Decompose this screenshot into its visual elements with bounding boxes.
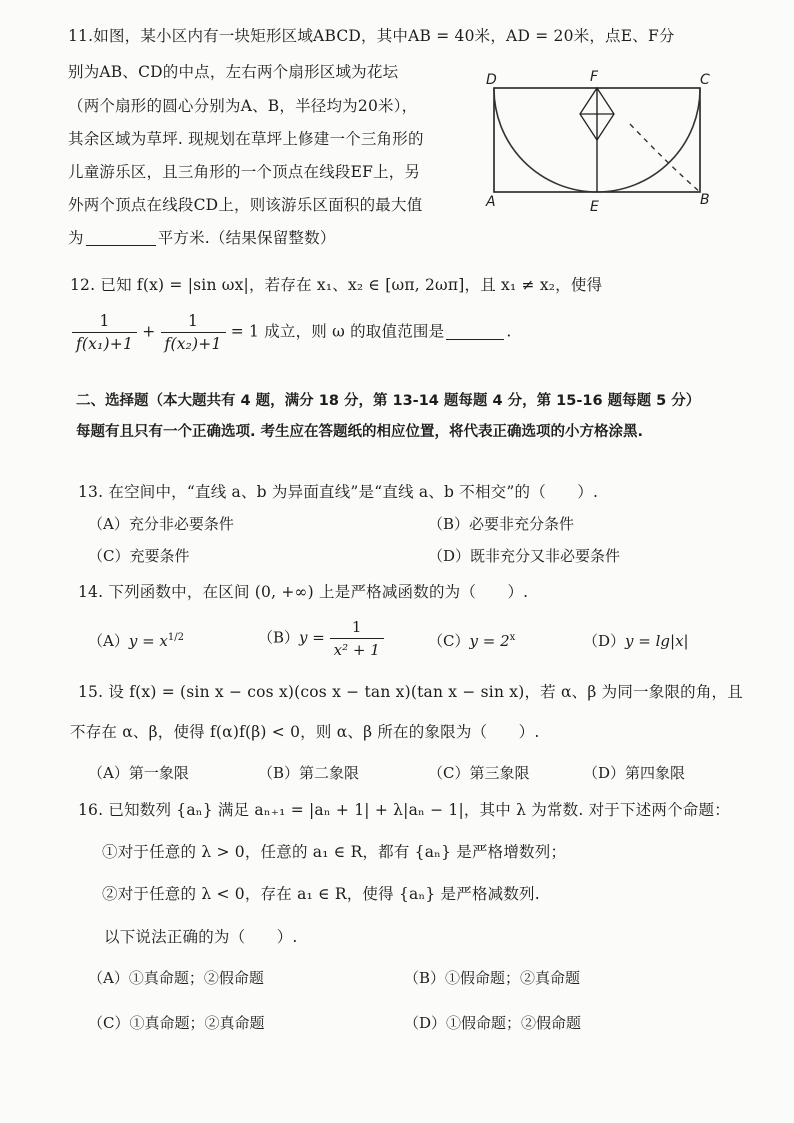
q13-option-b[interactable]: （B）必要非充分条件	[428, 515, 575, 533]
q15-option-a[interactable]: （A）第一象限	[88, 764, 189, 782]
q12-line-1: 12. 已知 f(x) = |sin ωx|，若存在 x₁、x₂ ∈ [ωπ, 2ωπ]，且 x₁ ≠ x₂，使得	[70, 276, 603, 294]
q14-stem: 14. 下列函数中，在区间 (0, +∞) 上是严格减函数的为（ ）.	[78, 583, 529, 601]
label-a: A	[486, 194, 496, 210]
q11-line-6: 外两个顶点在线段CD上，则该游乐区面积的最大值	[68, 196, 423, 214]
q11-figure	[480, 66, 720, 216]
q16-proposition-2: ②对于任意的 λ < 0，存在 a₁ ∈ R，使得 {aₙ} 是严格减数列.	[102, 885, 540, 903]
q14-option-b-fraction: $\frac{1}{\text{x² + 1}}$	[330, 618, 384, 659]
q16-option-d[interactable]: （D）①假命题；②假命题	[404, 1014, 582, 1032]
left-sector-arc	[494, 88, 597, 192]
q14-option-b[interactable]: （B）y = $\frac{1}{\text{x² + 1}}$	[258, 618, 384, 659]
q11-line-2: 别为AB、CD的中点，左右两个扇形区域为花坛	[68, 63, 399, 81]
q12-fraction-2: $\frac{1}{\text{f(x₂)+1}}$	[161, 312, 226, 353]
q16-option-c[interactable]: （C）①真命题；②真命题	[88, 1014, 265, 1032]
q15-option-d[interactable]: （D）第四象限	[583, 764, 686, 782]
q13-option-c[interactable]: （C）充要条件	[88, 547, 190, 565]
label-f: F	[590, 69, 599, 85]
label-b: B	[700, 192, 710, 208]
q12-eq-tail: = 1 成立，则 ω 的取值范围是	[230, 322, 445, 341]
q14-option-d[interactable]: （D）y = lg|x|	[583, 632, 689, 650]
section-2-header-line-2: 每题有且只有一个正确选项. 考生应在答题纸的相应位置，将代表正确选项的小方格涂黑.	[76, 424, 644, 440]
q14-option-a[interactable]: $(A)y = x^{1/2}$	[88, 632, 184, 650]
q14-option-c[interactable]: $(C)y = 2^x$	[428, 632, 516, 650]
q15-option-c[interactable]: （C）第三象限	[428, 764, 530, 782]
q11-line-4: 其余区域为草坪. 现规划在草坪上修建一个三角形的	[68, 130, 424, 148]
q16-proposition-1: ①对于任意的 λ > 0，任意的 a₁ ∈ R，都有 {aₙ} 是严格增数列；	[102, 843, 567, 861]
q11-line-3: （两个扇形的圆心分别为A、B，半径均为20米），	[68, 97, 418, 115]
q15-line-1: 15. 设 f(x) = (sin x − cos x)(cos x − tan x)(tan x − sin x)，若 α、β 为同一象限的角，且	[78, 683, 743, 701]
label-c: C	[700, 72, 710, 88]
q16-option-b[interactable]: （B）①假命题；②真命题	[404, 969, 581, 987]
q11-last-pre: 为	[68, 229, 84, 247]
q12-answer-blank[interactable]	[446, 325, 504, 340]
q11-line-7	[68, 226, 336, 248]
q11-line-1: 11.如图，某小区内有一块矩形区域ABCD，其中AB = 40米，AD = 20米，点E、F分	[68, 27, 675, 45]
q15-option-b[interactable]: （B）第二象限	[258, 764, 360, 782]
q16-line-1: 16. 已知数列 {aₙ} 满足 aₙ₊₁ = |aₙ + 1| + λ|aₙ − 1|，其中 λ 为常数. 对于下述两个命题：	[78, 801, 730, 819]
q11-last-post: 平方米.（结果保留整数）	[157, 229, 336, 247]
q16-option-a[interactable]: （A）①真命题；②假命题	[88, 969, 264, 987]
q13-option-d[interactable]: （D）既非充分又非必要条件	[428, 547, 621, 565]
q12-fraction-1: $\frac{1}{\text{f(x₁)+1}}$	[72, 312, 137, 353]
q13-stem: 13. 在空间中，“直线 a、b 为异面直线”是“直线 a、b 不相交”的（ ）.	[78, 483, 599, 501]
right-sector-arc	[597, 88, 700, 192]
q11-line-5: 儿童游乐区，且三角形的一个顶点在线段EF上，另	[68, 163, 421, 181]
q15-line-2: 不存在 α、β，使得 f(α)f(β) < 0，则 α、β 所在的象限为（ ）.	[70, 723, 540, 741]
q11-answer-blank[interactable]	[86, 231, 156, 246]
q13-option-a[interactable]: （A）充分非必要条件	[88, 515, 234, 533]
label-d: D	[486, 72, 497, 88]
q16-ask: 以下说法正确的为（ ）.	[104, 928, 298, 946]
section-2-header-line-1: 二、选择题（本大题共有 4 题，满分 18 分，第 13-14 题每题 4 分，第 15-16 题每题 5 分）	[76, 393, 701, 409]
q12-equation: $\frac{1}{\text{f(x₁)+1}}$ + $\frac{1}{\text{f(x₂)+1}}$ = 1 成立，则 ω 的取值范围是 .	[72, 312, 511, 353]
label-e: E	[590, 199, 599, 215]
